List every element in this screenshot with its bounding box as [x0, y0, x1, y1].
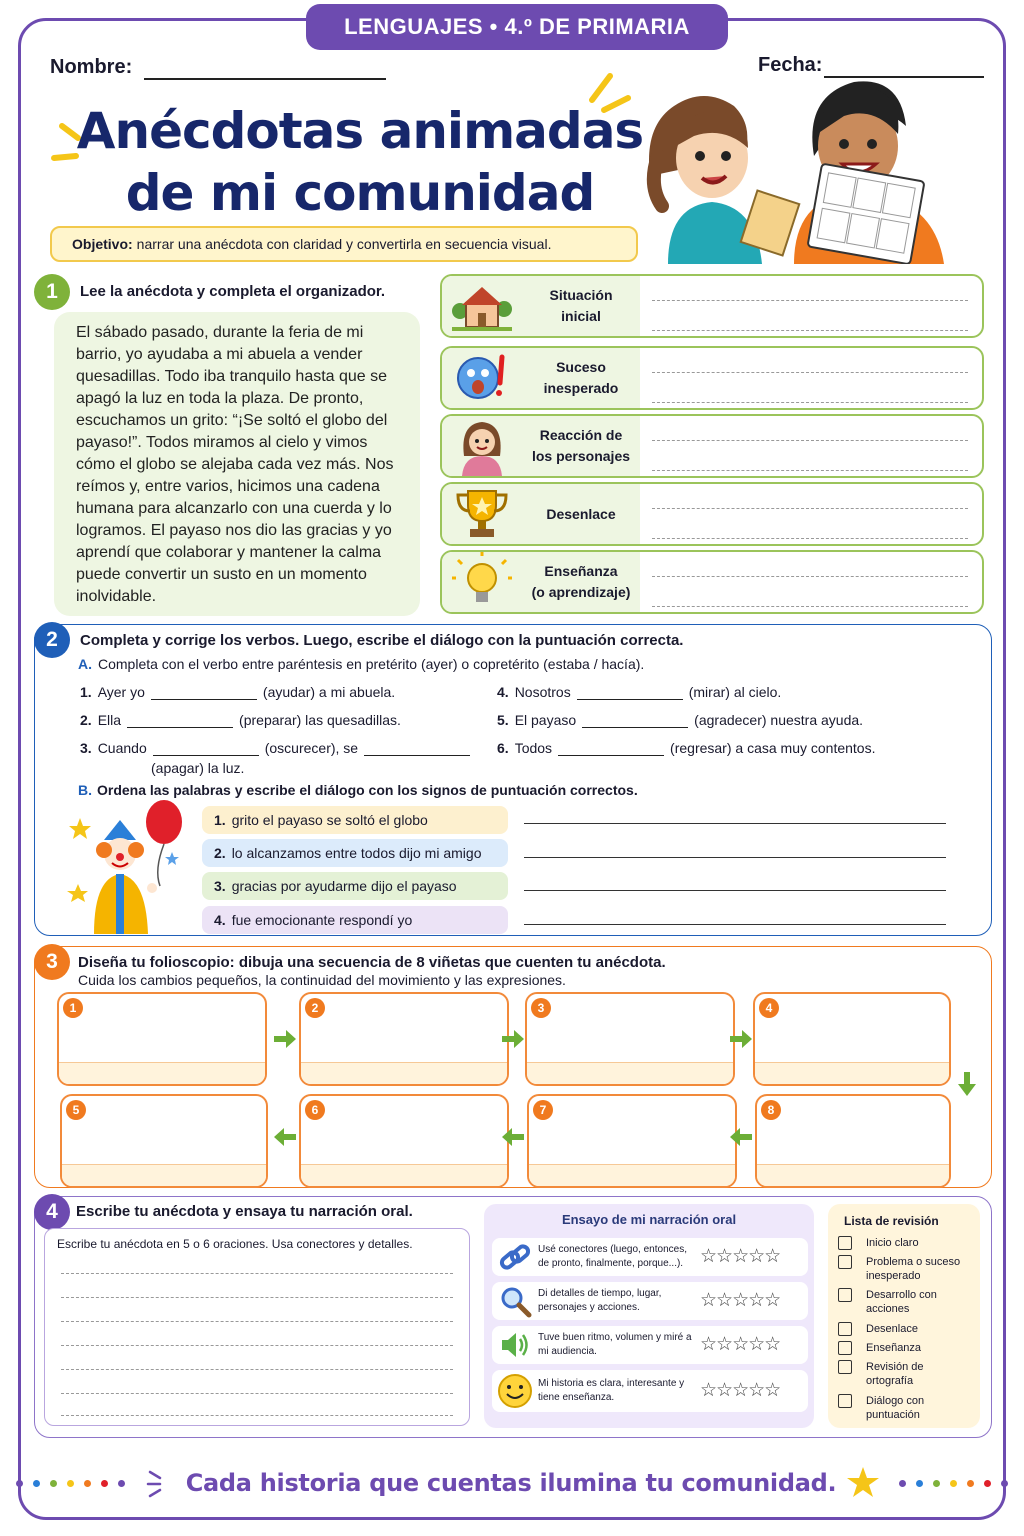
section1-title: Lee la anécdota y completa el organizador.: [80, 283, 386, 300]
section3-number: 3: [34, 944, 70, 980]
chain-link-icon: [498, 1240, 532, 1274]
name-label: Nombre:: [50, 56, 133, 78]
dialog-answer-line-3[interactable]: [524, 890, 946, 891]
dialog-item-3: 3. gracias por ayudarme dijo el payaso: [202, 872, 508, 900]
verb-item-3-cont: (apagar) la luz.: [151, 760, 245, 776]
verb-blank-3b[interactable]: [364, 742, 470, 756]
arrow-left-icon: [274, 1128, 296, 1146]
objective-label: Objetivo:: [72, 236, 133, 252]
verb-item-1: 1. Ayer yo (ayudar) a mi abuela.: [80, 684, 396, 700]
checklist-item[interactable]: Revisión de ortografía: [838, 1360, 958, 1388]
checklist-item[interactable]: Inicio claro: [838, 1236, 919, 1250]
part-b-instruction: B. Ordena las palabras y escribe el diálogo con los signos de puntuación correctos.: [78, 782, 638, 798]
flipbook-panel-8[interactable]: 8: [755, 1094, 951, 1188]
girl-icon: [452, 416, 512, 476]
section2-number: 2: [34, 622, 70, 658]
checklist-item[interactable]: Enseñanza: [838, 1341, 921, 1355]
section4-number: 4: [34, 1194, 70, 1230]
house-icon: [452, 279, 512, 333]
checkbox[interactable]: [838, 1236, 852, 1250]
checkbox[interactable]: [838, 1322, 852, 1336]
rehearsal-item-3: Tuve buen ritmo, volumen y miré a mi audiencia. ☆☆☆☆☆: [492, 1326, 808, 1364]
arrow-left-icon: [502, 1128, 524, 1146]
dialog-answer-line-4[interactable]: [524, 924, 946, 925]
verb-blank-1[interactable]: [151, 686, 257, 700]
organizer-row-ensenanza: Enseñanza (o aprendizaje): [440, 550, 984, 614]
objective-box: [50, 226, 638, 262]
sparkle-icon: [146, 1468, 176, 1498]
flipbook-panel-2[interactable]: 2: [299, 992, 509, 1086]
verb-item-5: 5. El payaso (agradecer) nuestra ayuda.: [497, 712, 864, 728]
organizer-row-situacion: Situación inicial: [440, 274, 984, 338]
dialog-answer-line-2[interactable]: [524, 857, 946, 858]
dialog-answer-line-1[interactable]: [524, 823, 946, 824]
flipbook-panel-5[interactable]: 5: [60, 1094, 268, 1188]
arrow-right-icon: [274, 1030, 296, 1048]
arrow-down-icon: [958, 1072, 976, 1096]
checkbox[interactable]: [838, 1394, 852, 1408]
section2-title: Completa y corrige los verbos. Luego, escribe el diálogo con la puntuación correcta.: [80, 632, 684, 649]
organizer-row-desenlace: Desenlace: [440, 482, 984, 546]
story-text: El sábado pasado, durante la feria de mi barrio, yo ayudaba a mi abuela a vender quesadillas. Todo iba tranquilo hasta que se apagó la luz en toda la plaza. De pronto, escuchamos un grito: “¡Se soltó el globo del payaso!”. Todos miramos al cielo y vimos cómo el globo se alejaba cada vez más. Nos reímos y, entre varios, hicimos una cadena humana para alcanzarlo con una cuerda y lo logramos. El payaso nos dio las gracias y yo aprendí que colaborar y mantener la calma puede convertir un susto en un momento inolvidable.: [54, 312, 420, 616]
star-rating[interactable]: ☆☆☆☆☆: [700, 1380, 781, 1401]
star-rating[interactable]: ☆☆☆☆☆: [700, 1290, 781, 1311]
flipbook-panel-3[interactable]: 3: [525, 992, 735, 1086]
speaker-icon: [498, 1328, 532, 1362]
star-rating[interactable]: ☆☆☆☆☆: [700, 1246, 781, 1267]
arrow-left-icon: [730, 1128, 752, 1146]
section3-title: Diseña tu folioscopio: dibuja una secuencia de 8 viñetas que cuenten tu anécdota.: [78, 954, 666, 971]
verb-blank-4[interactable]: [577, 686, 683, 700]
story-writing-box[interactable]: [44, 1228, 470, 1426]
checklist-title: Lista de revisión: [844, 1214, 939, 1228]
dialog-item-1: 1. grito el payaso se soltó el globo: [202, 806, 508, 834]
checkbox[interactable]: [838, 1288, 852, 1302]
lightbulb-icon: [452, 552, 512, 612]
verb-blank-5[interactable]: [582, 714, 688, 728]
part-a-instruction: A. Completa con el verbo entre paréntesis en pretérito (ayer) o copretérito (estaba / hacía).: [78, 656, 645, 672]
flipbook-panel-4[interactable]: 4: [753, 992, 951, 1086]
section3-subtitle: Cuida los cambios pequeños, la continuidad del movimiento y las expresiones.: [78, 972, 566, 988]
clown-icon: [64, 800, 188, 934]
subject-header: LENGUAJES • 4.º DE PRIMARIA: [306, 4, 728, 50]
verb-blank-6[interactable]: [558, 742, 664, 756]
objective-text: narrar una anécdota con claridad y convertirla en secuencia visual.: [136, 236, 552, 252]
verb-item-3: 3. Cuando (oscurecer), se: [80, 740, 476, 756]
dialog-item-4: 4. fue emocionante respondí yo: [202, 906, 508, 934]
dialog-item-2: 2. lo alcanzamos entre todos dijo mi amigo: [202, 839, 508, 867]
star-icon: [846, 1466, 880, 1500]
star-rating[interactable]: ☆☆☆☆☆: [700, 1334, 781, 1355]
footer: [0, 1466, 1024, 1500]
verb-item-6: 6. Todos (regresar) a casa muy contentos.: [497, 740, 876, 756]
surprised-face-icon: [452, 351, 512, 405]
arrow-right-icon: [502, 1030, 524, 1048]
checklist-box: [828, 1204, 980, 1428]
section4-title: Escribe tu anécdota y ensaya tu narración oral.: [76, 1203, 413, 1220]
page-title: Anécdotas animadas de mi comunidad: [76, 102, 644, 222]
rehearsal-item-4: Mi historia es clara, interesante y tiene enseñanza. ☆☆☆☆☆: [492, 1370, 808, 1412]
flipbook-panel-1[interactable]: 1: [57, 992, 267, 1086]
footer-text: Cada historia que cuentas ilumina tu comunidad.: [185, 1469, 837, 1497]
checkbox[interactable]: [838, 1255, 852, 1269]
checkbox[interactable]: [838, 1341, 852, 1355]
verb-blank-2[interactable]: [127, 714, 233, 728]
date-label: Fecha:: [758, 54, 823, 76]
arrow-right-icon: [730, 1030, 752, 1048]
trophy-icon: [452, 485, 512, 543]
verb-item-4: 4. Nosotros (mirar) al cielo.: [497, 684, 782, 700]
checkbox[interactable]: [838, 1360, 852, 1374]
rehearsal-item-2: Di detalles de tiempo, lugar, personajes y acciones. ☆☆☆☆☆: [492, 1282, 808, 1320]
oral-rehearsal-box: [484, 1204, 814, 1428]
writing-instruction: Escribe tu anécdota en 5 o 6 oraciones. Usa conectores y detalles.: [57, 1237, 413, 1251]
checklist-item[interactable]: Desarrollo con acciones: [838, 1288, 958, 1316]
verb-item-2: 2. Ella (preparar) las quesadillas.: [80, 712, 401, 728]
smiley-icon: [497, 1373, 533, 1409]
flipbook-panel-7[interactable]: 7: [527, 1094, 737, 1188]
checklist-item[interactable]: Desenlace: [838, 1322, 918, 1336]
organizer-row-reaccion: Reacción de los personajes: [440, 414, 984, 478]
section1-number: 1: [34, 274, 70, 310]
name-field[interactable]: [144, 78, 386, 80]
magnifier-icon: [498, 1284, 532, 1318]
organizer-row-suceso: Suceso inesperado: [440, 346, 984, 410]
verb-blank-3a[interactable]: [153, 742, 259, 756]
checklist-item[interactable]: Problema o suceso inesperado: [838, 1255, 976, 1283]
rehearsal-item-1: Usé conectores (luego, entonces, de pronto, finalmente, porque...). ☆☆☆☆☆: [492, 1238, 808, 1276]
checklist-item[interactable]: Diálogo con puntuación: [838, 1394, 958, 1422]
kids-illustration-icon: [644, 46, 974, 264]
rehearsal-title: Ensayo de mi narración oral: [561, 1212, 737, 1227]
flipbook-panel-6[interactable]: 6: [299, 1094, 509, 1188]
